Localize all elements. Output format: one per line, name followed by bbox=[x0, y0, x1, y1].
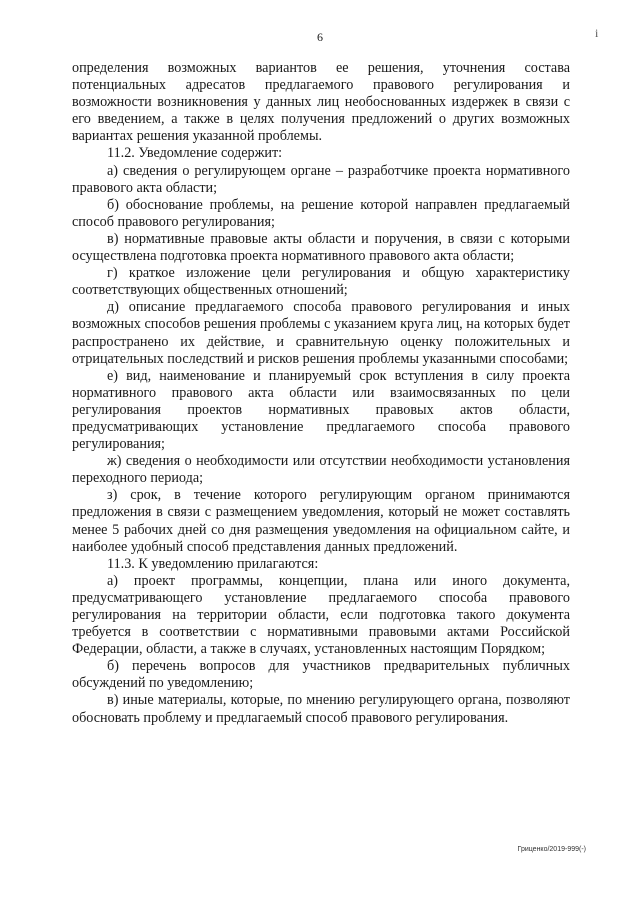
list-item-11-2-g: г) краткое изложение цели регулирования и общую характеристику соответствующих общественных отношений; bbox=[72, 265, 570, 299]
page-number: 6 bbox=[317, 30, 323, 44]
list-item-11-2-d: д) описание предлагаемого способа правового регулирования и иных возможных способов решения проблемы с указанием круга лиц, на которых будет распространено их действие, и сравнительную оценку положительных и отрицательных последствий и рисков решения проблемы указанными способами; bbox=[72, 299, 570, 367]
footer-reference: Гриценко/2019-999(-) bbox=[517, 846, 586, 853]
paragraph-11-2-heading: 11.2. Уведомление содержит: bbox=[107, 145, 283, 162]
list-item-11-3-v: в) иные материалы, которые, по мнению регулирующего органа, позволяют обосновать проблему и предлагаемый способ правового регулирования. bbox=[72, 692, 570, 726]
list-item-11-3-b: б) перечень вопросов для участников предварительных публичных обсуждений по уведомлению; bbox=[72, 658, 570, 692]
list-item-11-2-v: в) нормативные правовые акты области и поручения, в связи с которыми осуществлена подготовка проекта нормативного правового акта области; bbox=[72, 230, 570, 265]
list-item-11-2-z: з) срок, в течение которого регулирующим органом принимаются предложения в связи с размещением уведомления, который не может составлять менее 5 рабочих дней со дня размещения уведомления на официальном сайте, и наиболее удобный способ представления данных предложений. bbox=[72, 487, 570, 555]
list-item-11-2-zh: ж) сведения о необходимости или отсутствии необходимости установления переходного периода; bbox=[72, 453, 570, 487]
document-body bbox=[72, 60, 570, 727]
paragraph-intro-continuation: определения возможных вариантов ее решения, уточнения состава потенциальных адресатов предлагаемого правового регулирования и возможности возникновения у данных лиц необоснованных издержек в связи с его введением, а также в целях получения предложений о других возможных вариантах решения указанной проблемы. bbox=[72, 60, 570, 145]
scan-mark: i bbox=[595, 26, 599, 40]
list-item-11-2-e: е) вид, наименование и планируемый срок вступления в силу проекта нормативного правового акта области или взаимосвязанных по цели регулирования проектов нормативных правовых актов области, предусматривающих установление предлагаемого способа правового регулирования; bbox=[72, 367, 570, 453]
list-item-11-2-b: б) обоснование проблемы, на решение которой направлен предлагаемый способ правового регулирования; bbox=[72, 196, 570, 230]
list-item-11-2-a: а) сведения о регулирующем органе – разработчике проекта нормативного правового акта области; bbox=[72, 162, 570, 196]
paragraph-11-3-heading: 11.3. К уведомлению прилагаются: bbox=[107, 555, 319, 572]
list-item-11-3-a: а) проект программы, концепции, плана или иного документа, предусматривающего установление предлагаемого способа правового регулирования на территории области, если подготовка такого документа требуется в соответствии с нормативными правовыми актами Российской Федерации, области, а также в случаях, установленных настоящим Порядком; bbox=[72, 572, 570, 658]
